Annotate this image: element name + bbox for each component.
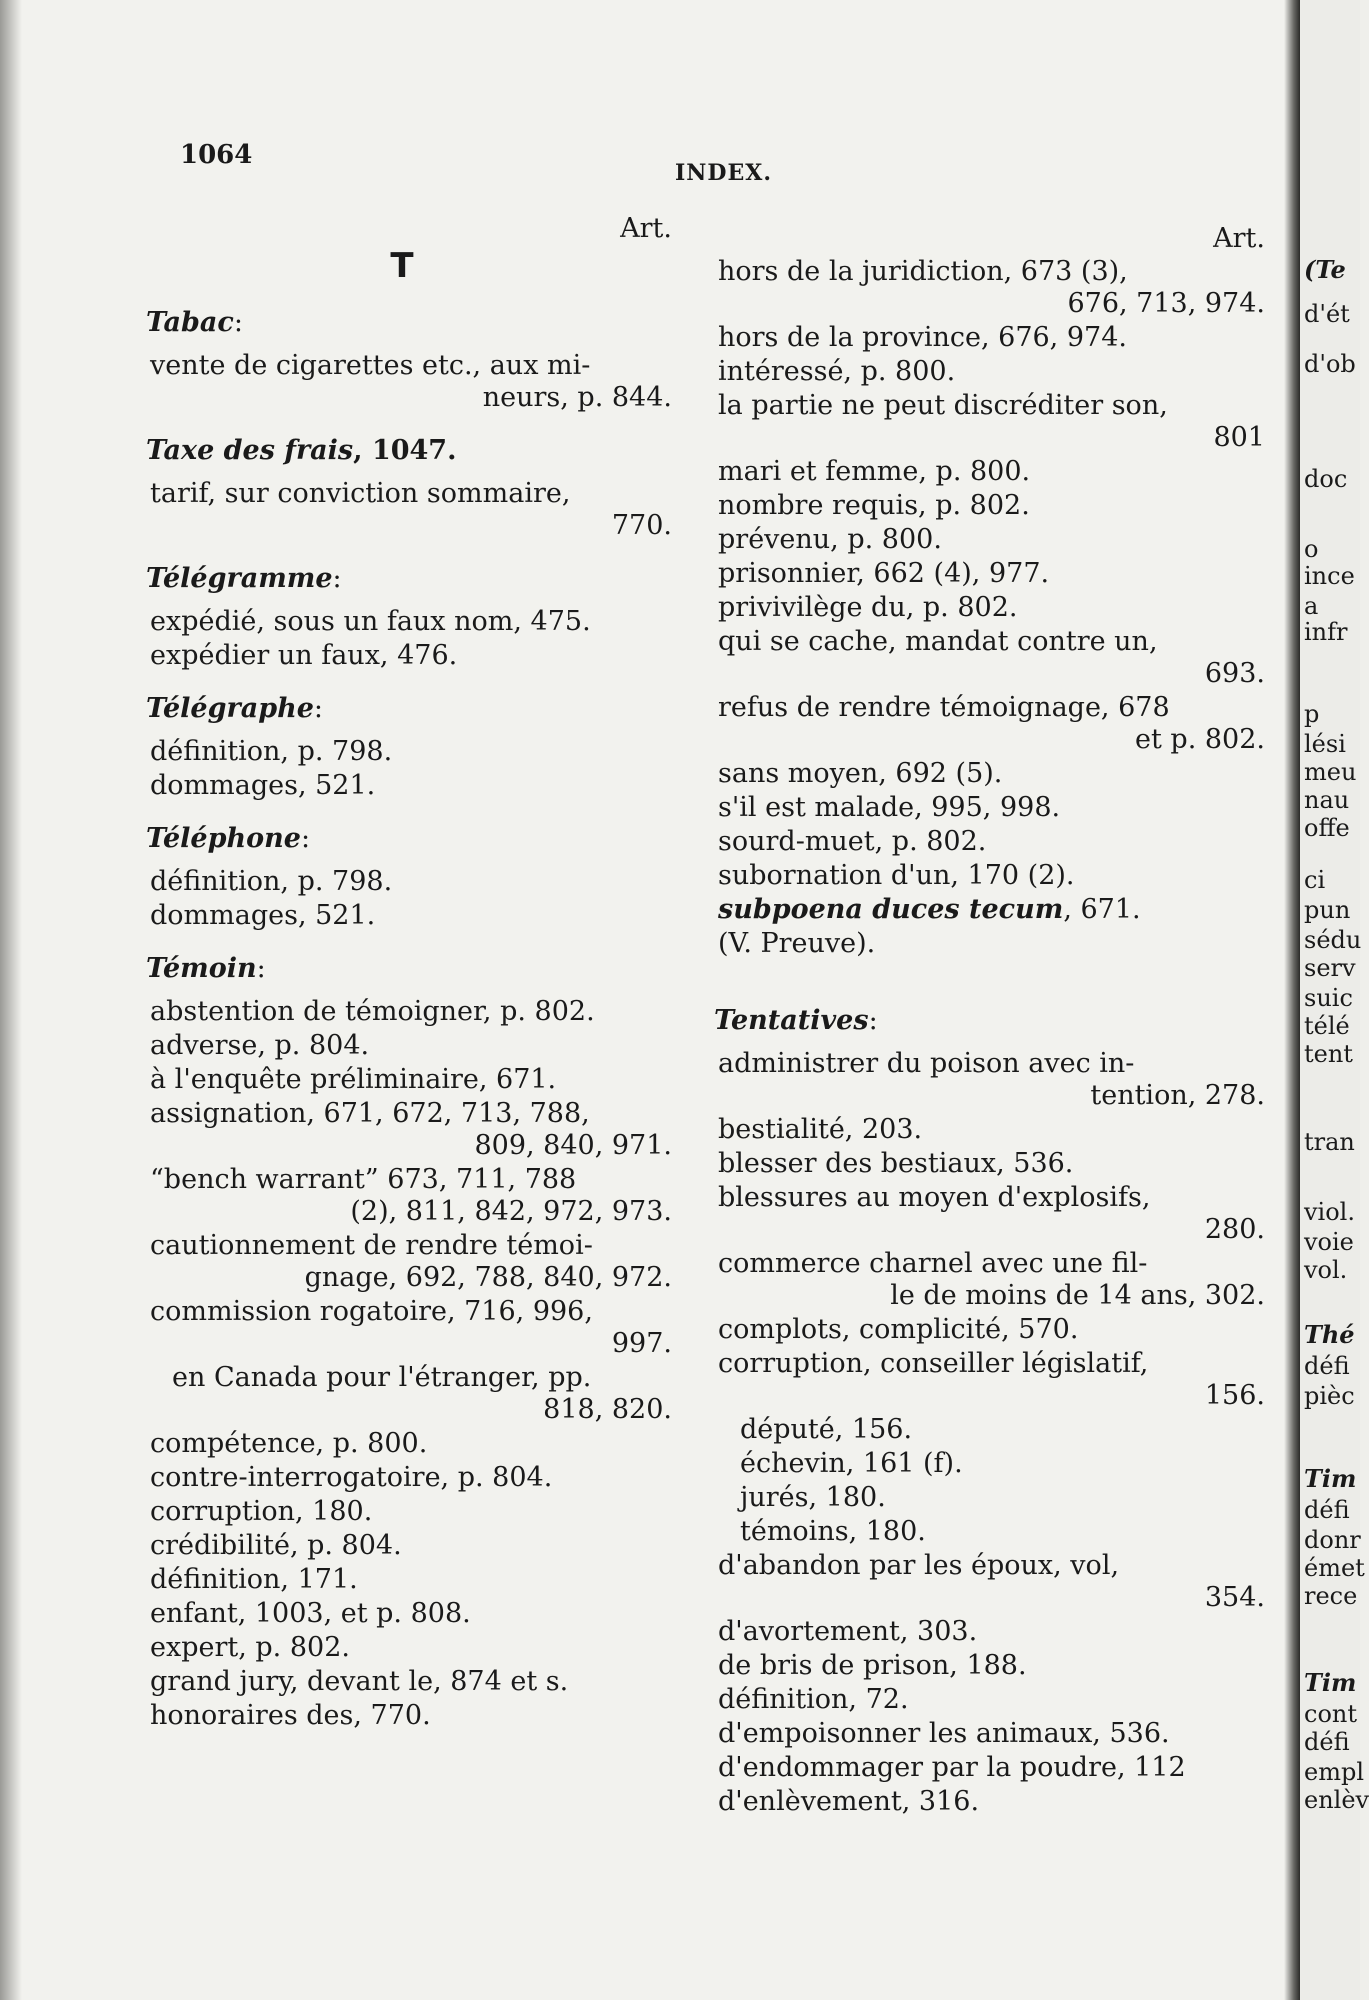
- index-entry: [700, 1684, 1265, 1716]
- index-entry-text: d'avortement, 303.: [718, 1616, 978, 1647]
- adjacent-page-text: d'ét: [1304, 300, 1350, 328]
- adjacent-page-text: Tim: [1304, 1464, 1357, 1493]
- adjacent-page-text: offe: [1304, 814, 1350, 842]
- index-heading: [146, 692, 672, 726]
- adjacent-page-text: doc: [1304, 465, 1348, 493]
- adjacent-page-fragment: [1300, 0, 1369, 2000]
- index-entry: [700, 860, 1265, 892]
- index-heading-term: Télégraphe: [146, 693, 314, 724]
- right-index-column: [700, 222, 1265, 1820]
- index-entry: [132, 770, 672, 802]
- index-entry-continuation: (2), 811, 842, 972, 973.: [350, 1196, 672, 1227]
- index-entry: [132, 1428, 672, 1460]
- index-entry-continuation: gnage, 692, 788, 840, 972.: [304, 1262, 672, 1293]
- index-entry: [700, 626, 1265, 690]
- index-entry-text: vente de cigarettes etc., aux mi-: [150, 350, 591, 381]
- index-entry: [700, 1048, 1265, 1112]
- index-entry-text: blessures au moyen d'explosifs,: [718, 1182, 1151, 1213]
- index-entry-text: adverse, p. 804.: [150, 1030, 370, 1061]
- index-entry-text: d'enlèvement, 316.: [718, 1786, 980, 1817]
- adjacent-page-text: cont: [1304, 1700, 1357, 1728]
- index-entry-text: échevin, 161 (f).: [740, 1448, 963, 1479]
- index-entry-text: compétence, p. 800.: [150, 1428, 428, 1459]
- index-heading: [146, 306, 672, 340]
- adjacent-page-text: empl: [1304, 1758, 1364, 1786]
- index-entry-text: qui se cache, mandat contre un,: [718, 626, 1158, 657]
- index-entry: [132, 1362, 672, 1426]
- index-entry: [700, 390, 1265, 454]
- index-entry-text: jurés, 180.: [740, 1482, 886, 1513]
- index-entry-text: complots, complicité, 570.: [718, 1314, 1079, 1345]
- index-entry: [132, 996, 672, 1028]
- index-entry-continuation: 818, 820.: [543, 1394, 672, 1425]
- index-entry: [700, 692, 1265, 756]
- adjacent-page-text: nau: [1304, 786, 1350, 814]
- index-entry: [700, 1482, 1265, 1514]
- index-entry: [132, 1564, 672, 1596]
- index-entry-continuation: tention, 278.: [1090, 1080, 1265, 1111]
- index-heading-term: Témoin: [146, 953, 257, 984]
- index-entry: [132, 1496, 672, 1528]
- index-entry-text: blesser des bestiaux, 536.: [718, 1148, 1074, 1179]
- adjacent-page-text: meu: [1304, 758, 1357, 786]
- index-entry-text: subornation d'un, 170 (2).: [718, 860, 1075, 891]
- index-entry-text: d'abandon par les époux, vol,: [718, 1550, 1120, 1581]
- index-entry: [700, 826, 1265, 858]
- index-entry-continuation: 280.: [1204, 1214, 1265, 1245]
- index-entry-continuation: 770.: [611, 510, 672, 541]
- index-entry: [132, 1462, 672, 1494]
- adjacent-page-text: (Te: [1304, 255, 1346, 284]
- index-entry-text: prévenu, p. 800.: [718, 524, 942, 555]
- index-entry-text: “bench warrant” 673, 711, 788: [150, 1164, 577, 1195]
- index-entry-line: [700, 894, 1265, 926]
- index-heading-suffix: :: [332, 563, 342, 594]
- index-entry-text: (V. Preuve).: [718, 928, 876, 959]
- index-entry-text: expédié, sous un faux nom, 475.: [150, 606, 591, 637]
- index-entry: [132, 1164, 672, 1228]
- adjacent-page-text: voie: [1304, 1228, 1354, 1256]
- index-heading-suffix: :: [868, 1005, 878, 1036]
- adjacent-page-text: enlèv: [1304, 1786, 1369, 1814]
- index-entry-text: abstention de témoigner, p. 802.: [150, 996, 595, 1027]
- index-entry: [700, 758, 1265, 790]
- index-entry-continuation: 693.: [1204, 658, 1265, 689]
- index-entry: [700, 1786, 1265, 1818]
- adjacent-page-text: Tim: [1304, 1668, 1357, 1697]
- index-entry: [700, 1550, 1265, 1614]
- index-entry: [700, 1314, 1265, 1346]
- index-heading-term: Tentatives: [714, 1005, 869, 1036]
- section-letter: T: [390, 246, 414, 286]
- index-heading: [146, 562, 672, 596]
- index-entry-text: la partie ne peut discréditer son,: [718, 390, 1168, 421]
- index-entry-text: définition, p. 798.: [150, 736, 393, 767]
- art-column-label: Art.: [620, 213, 672, 244]
- index-heading: [146, 952, 672, 986]
- index-entry-suffix: , 671.: [1063, 894, 1141, 925]
- index-entry-continuation: 354.: [1204, 1582, 1265, 1613]
- index-entry-text: subpoena duces tecum: [718, 894, 1064, 925]
- index-heading-suffix: :: [313, 693, 324, 724]
- index-entry-text: administrer du poison avec in-: [718, 1048, 1135, 1079]
- index-entry-continuation: le de moins de 14 ans, 302.: [890, 1280, 1265, 1311]
- index-entry-text: de bris de prison, 188.: [718, 1650, 1027, 1681]
- index-entry-text: refus de rendre témoignage, 678: [718, 692, 1170, 723]
- adjacent-page-text: défi: [1304, 1496, 1350, 1524]
- index-entry: [132, 1632, 672, 1664]
- adjacent-page-text: a: [1304, 592, 1319, 620]
- index-heading: [146, 822, 672, 856]
- index-entry: [700, 1650, 1265, 1682]
- adjacent-page-text: ince: [1304, 562, 1355, 590]
- index-heading-term: Télégramme: [146, 563, 333, 594]
- index-entry-text: définition, p. 798.: [150, 866, 393, 897]
- index-entry-text: député, 156.: [740, 1414, 913, 1445]
- index-entry-text: témoins, 180.: [740, 1516, 926, 1547]
- adjacent-page-text: pun: [1304, 896, 1351, 924]
- index-entry-continuation: 801: [1213, 422, 1265, 453]
- index-entry: [132, 1064, 672, 1096]
- index-entry-text: d'empoisonner les animaux, 536.: [718, 1718, 1170, 1749]
- index-entry-text: hors de la province, 676, 974.: [718, 322, 1127, 353]
- index-entry: [700, 928, 1265, 960]
- adjacent-page-text: défi: [1304, 1352, 1350, 1380]
- index-entry: [700, 1148, 1265, 1180]
- index-entry-text: en Canada pour l'étranger, pp.: [172, 1362, 592, 1393]
- index-heading: [146, 434, 672, 468]
- index-entry-text: définition, 72.: [718, 1684, 909, 1715]
- index-entry-text: d'endommager par la poudre, 112: [718, 1752, 1186, 1783]
- index-entry: [700, 894, 1265, 926]
- index-entry: [700, 1248, 1265, 1312]
- index-entry: [132, 1530, 672, 1562]
- index-entry: [132, 478, 672, 542]
- adjacent-page-text: vol.: [1304, 1256, 1348, 1284]
- index-entry-text: grand jury, devant le, 874 et s.: [150, 1666, 569, 1697]
- index-entry-text: sans moyen, 692 (5).: [718, 758, 1003, 789]
- adjacent-page-text: donr: [1304, 1526, 1361, 1554]
- index-entry-continuation: et p. 802.: [1135, 724, 1265, 755]
- index-entry-text: dommages, 521.: [150, 900, 376, 931]
- index-entry: [700, 524, 1265, 556]
- index-entry-text: cautionnement de rendre témoi-: [150, 1230, 593, 1261]
- index-entry: [132, 350, 672, 414]
- adjacent-page-text: o: [1304, 535, 1319, 563]
- adjacent-page-text: viol.: [1304, 1198, 1355, 1226]
- index-entry-text: prisonnier, 662 (4), 977.: [718, 558, 1050, 589]
- index-entry-text: nombre requis, p. 802.: [718, 490, 1030, 521]
- index-entry: [132, 1296, 672, 1360]
- index-entry-continuation: 809, 840, 971.: [474, 1130, 672, 1161]
- index-entry: [700, 1414, 1265, 1446]
- index-entry-text: privivilège du, p. 802.: [718, 592, 1018, 623]
- index-entry-text: contre-interrogatoire, p. 804.: [150, 1462, 553, 1493]
- adjacent-page-text: rece: [1304, 1582, 1358, 1610]
- index-entry: [132, 1230, 672, 1294]
- index-entry-continuation: neurs, p. 844.: [482, 382, 672, 413]
- index-heading: [714, 1004, 1265, 1038]
- adjacent-page-text: tran: [1304, 1128, 1355, 1156]
- index-entry-text: crédibilité, p. 804.: [150, 1530, 402, 1561]
- index-entry-text: assignation, 671, 672, 713, 788,: [150, 1098, 590, 1129]
- index-entry: [700, 1182, 1265, 1246]
- index-entry-text: corruption, conseiller législatif,: [718, 1348, 1149, 1379]
- index-entry-text: mari et femme, p. 800.: [718, 456, 1031, 487]
- index-entry-continuation: 676, 713, 974.: [1067, 288, 1265, 319]
- index-heading-suffix: , 1047.: [353, 435, 457, 466]
- left-index-column: [132, 212, 672, 1734]
- index-entry: [700, 322, 1265, 354]
- index-entry: [700, 592, 1265, 624]
- index-entry: [700, 1516, 1265, 1548]
- index-entry-text: enfant, 1003, et p. 808.: [150, 1598, 471, 1629]
- index-entry-text: définition, 171.: [150, 1564, 358, 1595]
- index-entry: [700, 490, 1265, 522]
- index-entry: [700, 1348, 1265, 1412]
- index-entry-text: commerce charnel avec une fil-: [718, 1248, 1148, 1279]
- index-entry-text: s'il est malade, 995, 998.: [718, 792, 1061, 823]
- index-entry: [700, 1114, 1265, 1146]
- index-entry: [132, 640, 672, 672]
- adjacent-page-text: émet: [1304, 1554, 1365, 1582]
- index-entry-text: corruption, 180.: [150, 1496, 373, 1527]
- index-entry-text: intéressé, p. 800.: [718, 356, 956, 387]
- index-entry-text: dommages, 521.: [150, 770, 376, 801]
- adjacent-page-text: sédu: [1304, 926, 1362, 954]
- index-entry: [132, 900, 672, 932]
- index-heading-term: Téléphone: [146, 823, 301, 854]
- adjacent-page-text: p: [1304, 700, 1320, 728]
- index-entry-text: bestialité, 203.: [718, 1114, 923, 1145]
- adjacent-page-text: serv: [1304, 954, 1356, 982]
- adjacent-page-text: télé: [1304, 1012, 1350, 1040]
- index-entry: [700, 356, 1265, 388]
- index-entry-text: hors de la juridiction, 673 (3),: [718, 256, 1128, 287]
- index-entry: [132, 1030, 672, 1062]
- index-entry-text: honoraires des, 770.: [150, 1700, 431, 1731]
- index-heading-suffix: :: [233, 307, 243, 338]
- index-entry: [132, 736, 672, 768]
- adjacent-page-text: suic: [1304, 984, 1353, 1012]
- index-entry-text: tarif, sur conviction sommaire,: [150, 478, 571, 509]
- page-number: 1064: [180, 140, 253, 170]
- adjacent-page-text: Thé: [1304, 1320, 1355, 1349]
- index-heading-term: Taxe des frais: [146, 435, 354, 466]
- book-spine-shadow: [0, 0, 22, 2000]
- index-heading-suffix: :: [256, 953, 266, 984]
- index-entry: [132, 866, 672, 898]
- index-entry-continuation: 997.: [611, 1328, 672, 1359]
- adjacent-page-text: pièc: [1304, 1382, 1355, 1410]
- index-entry: [700, 1448, 1265, 1480]
- art-column-label: Art.: [1213, 223, 1265, 254]
- adjacent-page-text: ci: [1304, 866, 1326, 894]
- index-entry: [132, 1666, 672, 1698]
- index-entry: [700, 792, 1265, 824]
- adjacent-page-text: d'ob: [1304, 350, 1356, 378]
- adjacent-page-text: infr: [1304, 618, 1348, 646]
- adjacent-page-text: lési: [1304, 730, 1346, 758]
- index-entry: [700, 256, 1265, 320]
- book-gutter-shadow: [1284, 0, 1300, 2000]
- index-entry-text: sourd-muet, p. 802.: [718, 826, 987, 857]
- index-entry-text: commission rogatoire, 716, 996,: [150, 1296, 593, 1327]
- index-entry-text: expédier un faux, 476.: [150, 640, 458, 671]
- index-entry: [700, 1616, 1265, 1648]
- index-entry: [700, 456, 1265, 488]
- index-entry: [132, 606, 672, 638]
- adjacent-page-text: tent: [1304, 1040, 1353, 1068]
- index-entry: [700, 1752, 1265, 1784]
- running-head: INDEX.: [675, 160, 772, 186]
- index-entry-text: à l'enquête préliminaire, 671.: [150, 1064, 557, 1095]
- index-entry-text: expert, p. 802.: [150, 1632, 350, 1663]
- index-heading-suffix: :: [300, 823, 311, 854]
- index-entry: [700, 558, 1265, 590]
- index-entry: [132, 1598, 672, 1630]
- index-entry: [700, 1718, 1265, 1750]
- index-entry: [132, 1098, 672, 1162]
- index-entry: [132, 1700, 672, 1732]
- index-heading-term: Tabac: [146, 307, 234, 338]
- adjacent-page-text: défi: [1304, 1728, 1350, 1756]
- index-entry-continuation: 156.: [1204, 1380, 1265, 1411]
